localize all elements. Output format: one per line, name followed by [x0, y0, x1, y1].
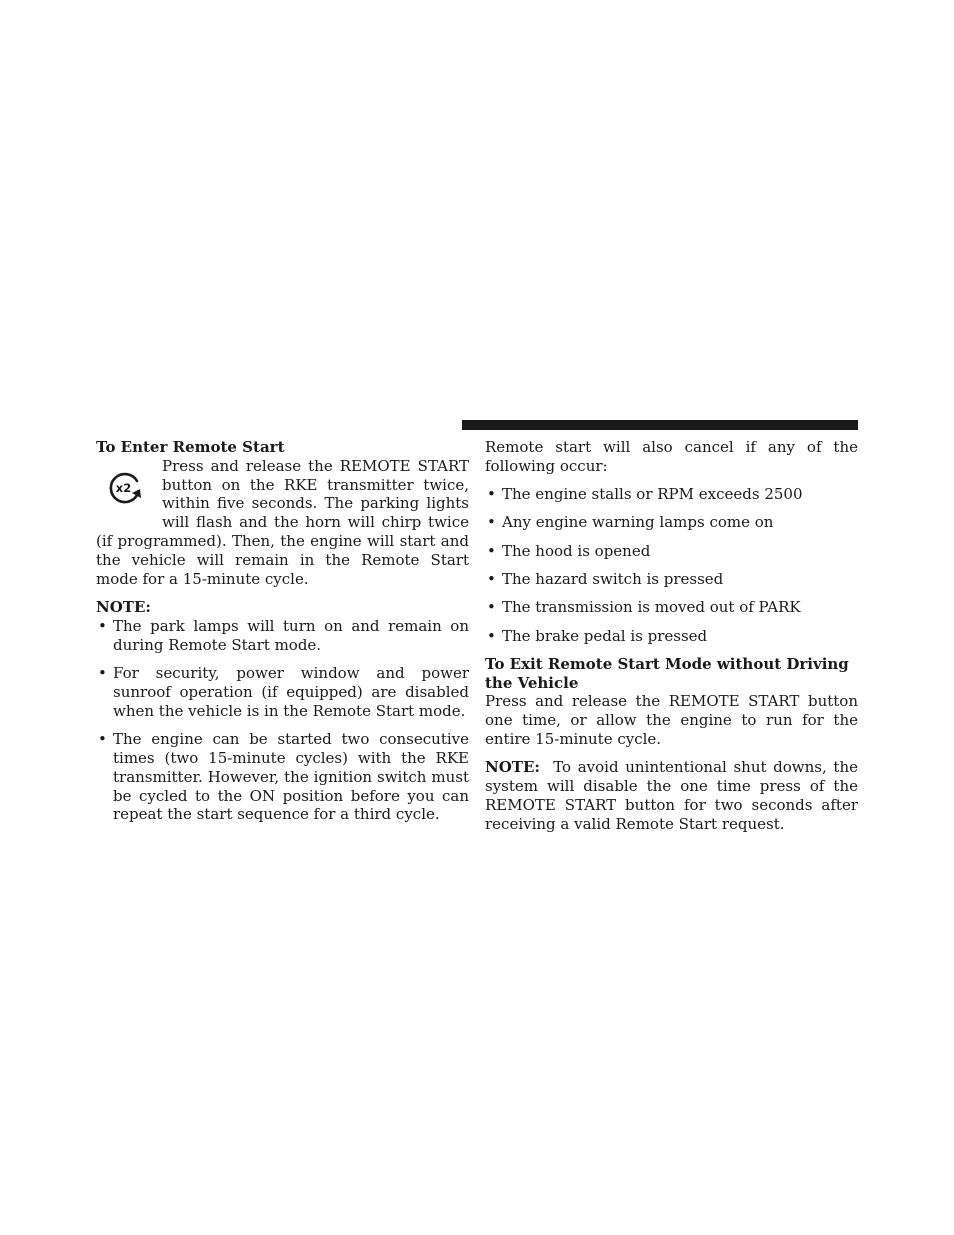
- cancel-conditions-list: [485, 485, 858, 645]
- list-item: • Any engine warning lamps come on: [485, 513, 858, 532]
- list-item: • The hazard switch is pressed: [485, 570, 858, 589]
- left-note-label: NOTE:: [96, 598, 151, 617]
- right-column: [485, 438, 858, 834]
- list-item: • The engine can be started two consecutive times (two 15-minute cycles) with the RKE transmitter. However, the ignition switch must be cycled to the ON position before you can repeat the start sequence for a third cycle.: [96, 730, 469, 824]
- list-item: • For security, power window and power sunroof operation (if equipped) are disabled when the vehicle is in the Remote Start mode.: [96, 664, 469, 720]
- list-item: • The park lamps will turn on and remain on during Remote Start mode.: [96, 617, 469, 655]
- right-note-text: To avoid unintentional shut downs, the system will disable the one time press of the REMOTE START button for two seconds after receiving a valid Remote Start request.: [485, 758, 858, 833]
- right-note: [485, 758, 858, 833]
- left-note-list: [96, 617, 469, 824]
- list-item: • The engine stalls or RPM exceeds 2500: [485, 485, 858, 504]
- right-note-label: NOTE:: [485, 758, 540, 777]
- exit-remote-start-heading: To Exit Remote Start Mode without Driving the Vehicle: [485, 654, 849, 692]
- left-column: [96, 438, 469, 824]
- enter-remote-start-intro: [96, 457, 469, 589]
- exit-remote-start-text: Press and release the REMOTE START button one time, or allow the engine to run for the entire 15-minute cycle.: [485, 692, 858, 749]
- enter-remote-start-text: Press and release the REMOTE START button on the RKE transmitter twice, within five seconds. The parking lights will flash and the horn will chirp twice (if programmed). Then, the engine will start and the vehicle will remain in the Remote Start mode for a 15-minute cycle.: [96, 456, 469, 588]
- list-item: • The transmission is moved out of PARK: [485, 598, 858, 617]
- section-rule: [462, 420, 858, 430]
- cancel-intro: Remote start will also cancel if any of the following occur:: [485, 438, 858, 475]
- remote-start-x2-icon: [96, 459, 154, 517]
- list-item: • The hood is opened: [485, 542, 858, 561]
- enter-remote-start-heading: To Enter Remote Start: [96, 438, 285, 456]
- list-item: • The brake pedal is pressed: [485, 627, 858, 646]
- remote-start-x2-label: x2: [115, 480, 132, 495]
